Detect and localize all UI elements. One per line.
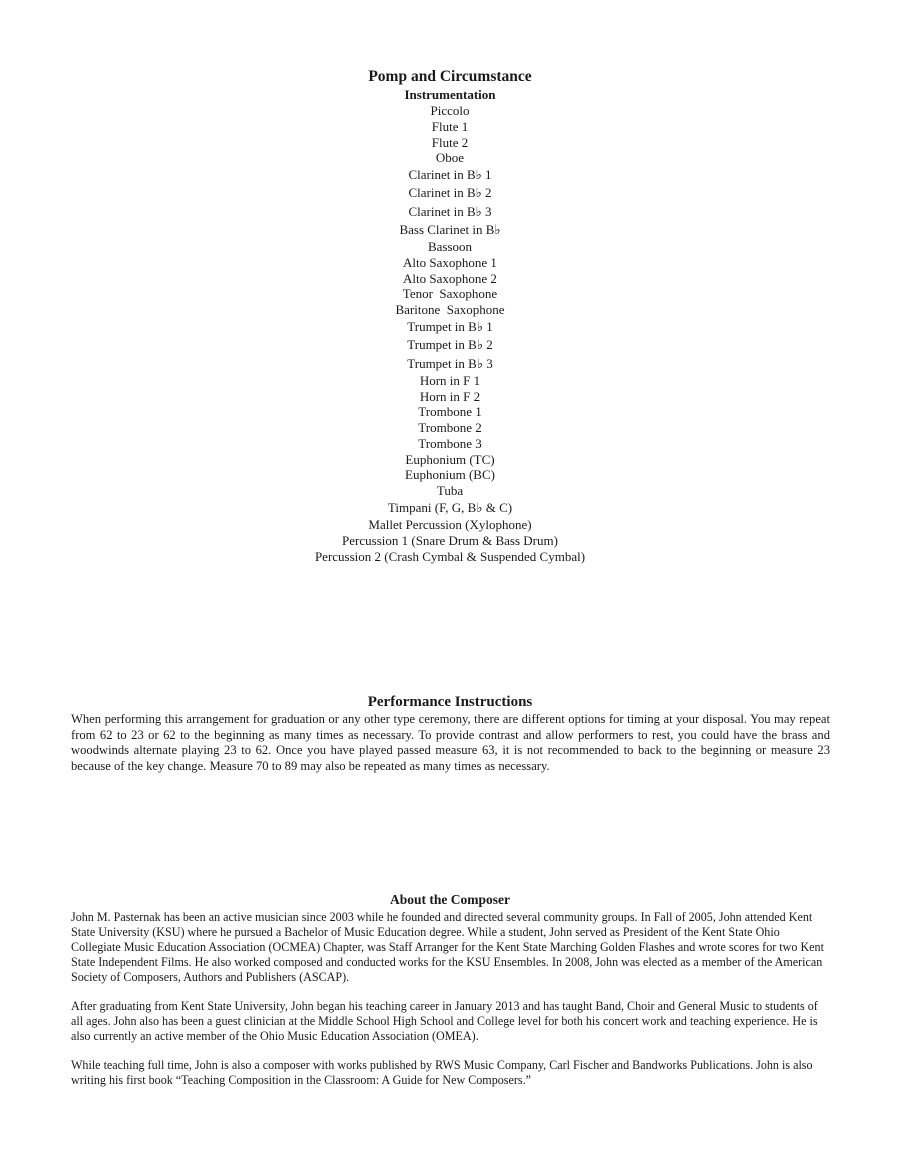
- instrument-item: Flute 2: [431, 134, 469, 150]
- instrument-item: Alto Saxophone 2: [403, 270, 497, 286]
- instrument-item: Tenor Saxophone: [402, 286, 498, 302]
- about-paragraph: After graduating from Kent State University, John began his teaching career in January 2013 and has taught Band, Choir and General Music to students of all ages. John also has been a guest clinician at the Middle School High School and College level for both his concert work and teaching experience. He is also currently an active member of the Ohio Music Education Association (OMEA).: [71, 998, 818, 1044]
- instrument-item: Flute 1: [431, 118, 469, 134]
- performance-instructions-heading: Performance Instructions: [367, 694, 533, 710]
- instrument-list: [0, 103, 900, 564]
- instrument-item: Percussion 2 (Crash Cymbal & Suspended Cymbal): [314, 548, 586, 564]
- instrument-item: Trombone 1: [418, 404, 482, 420]
- about-paragraph: John M. Pasternak has been an active musician since 2003 while he founded and directed several community groups. In Fall of 2005, John attended Kent State University (KSU) where he pursued a Bachelor of Music Education degree. While a student, John served as President of the Kent State Ohio Collegiate Music Education Association (OCMEA) Chapter, was Staff Arranger for the Kent State Marching Golden Flashes and wrote scores for two Kent State Independent Films. He also worked composed and conducted works for the KSU Ensembles. In 2008, John was elected as a member of the American Society of Composers, Authors and Publishers (ASCAP).: [71, 910, 824, 985]
- instrument-item: Euphonium (BC): [405, 467, 495, 483]
- instrument-item: Mallet Percussion (Xylophone): [368, 517, 532, 533]
- instrument-item: Euphonium (TC): [405, 451, 495, 467]
- performance-instructions-text: When performing this arrangement for graduation or any other type ceremony, there are different options for timing at your disposal. You may repeat from 62 to 23 or 62 to the beginning as many times as necessary. To provide contrast and allow performers to rest, you could have the brass and woodwinds alternate playing 23 to 62. Once you have played passed measure 63, it is not recommended to back to the beginning or measure 23 because of the key change. Measure 70 to 89 may also be repeated as many times as necessary.: [71, 712, 830, 773]
- about-paragraph: While teaching full time, John is also a composer with works published by RWS Music Company, Carl Fischer and Bandworks Publications. John is also writing his first book “Teaching Composition in the Classroom: A Guide for New Composers.”: [71, 1057, 813, 1087]
- instrument-item: Horn in F 1: [419, 372, 481, 388]
- instrument-item: Timpani (F, G, B♭ & C): [387, 499, 513, 515]
- about-composer-body: [71, 910, 830, 1101]
- instrument-item: Alto Saxophone 1: [403, 254, 497, 270]
- instrumentation-heading: Instrumentation: [404, 87, 496, 102]
- instrument-item: Trombone 3: [418, 435, 482, 451]
- instrument-item: Bass Clarinet in B♭: [399, 221, 501, 237]
- instrument-item: Percussion 1 (Snare Drum & Bass Drum): [342, 532, 558, 548]
- instrument-item: Horn in F 2: [419, 388, 481, 404]
- about-composer-heading: About the Composer: [390, 892, 510, 907]
- instrument-item: Oboe: [435, 150, 465, 166]
- instrument-item: Trombone 2: [418, 420, 482, 436]
- page-title: Pomp and Circumstance: [368, 68, 532, 85]
- instrument-item: Trumpet in B♭ 3: [407, 355, 493, 371]
- instrument-item: Trumpet in B♭ 1: [407, 318, 493, 334]
- instrument-item: Piccolo: [430, 103, 470, 118]
- instrument-item: Bassoon: [427, 239, 473, 255]
- instrument-item: Trumpet in B♭ 2: [407, 337, 493, 353]
- instrument-item: Tuba: [436, 483, 464, 499]
- instrument-item: Clarinet in B♭ 3: [408, 203, 492, 219]
- instrument-item: Baritone Saxophone: [395, 302, 505, 318]
- instrument-item: Clarinet in B♭ 2: [408, 185, 492, 201]
- instrument-item: Clarinet in B♭ 1: [408, 167, 492, 182]
